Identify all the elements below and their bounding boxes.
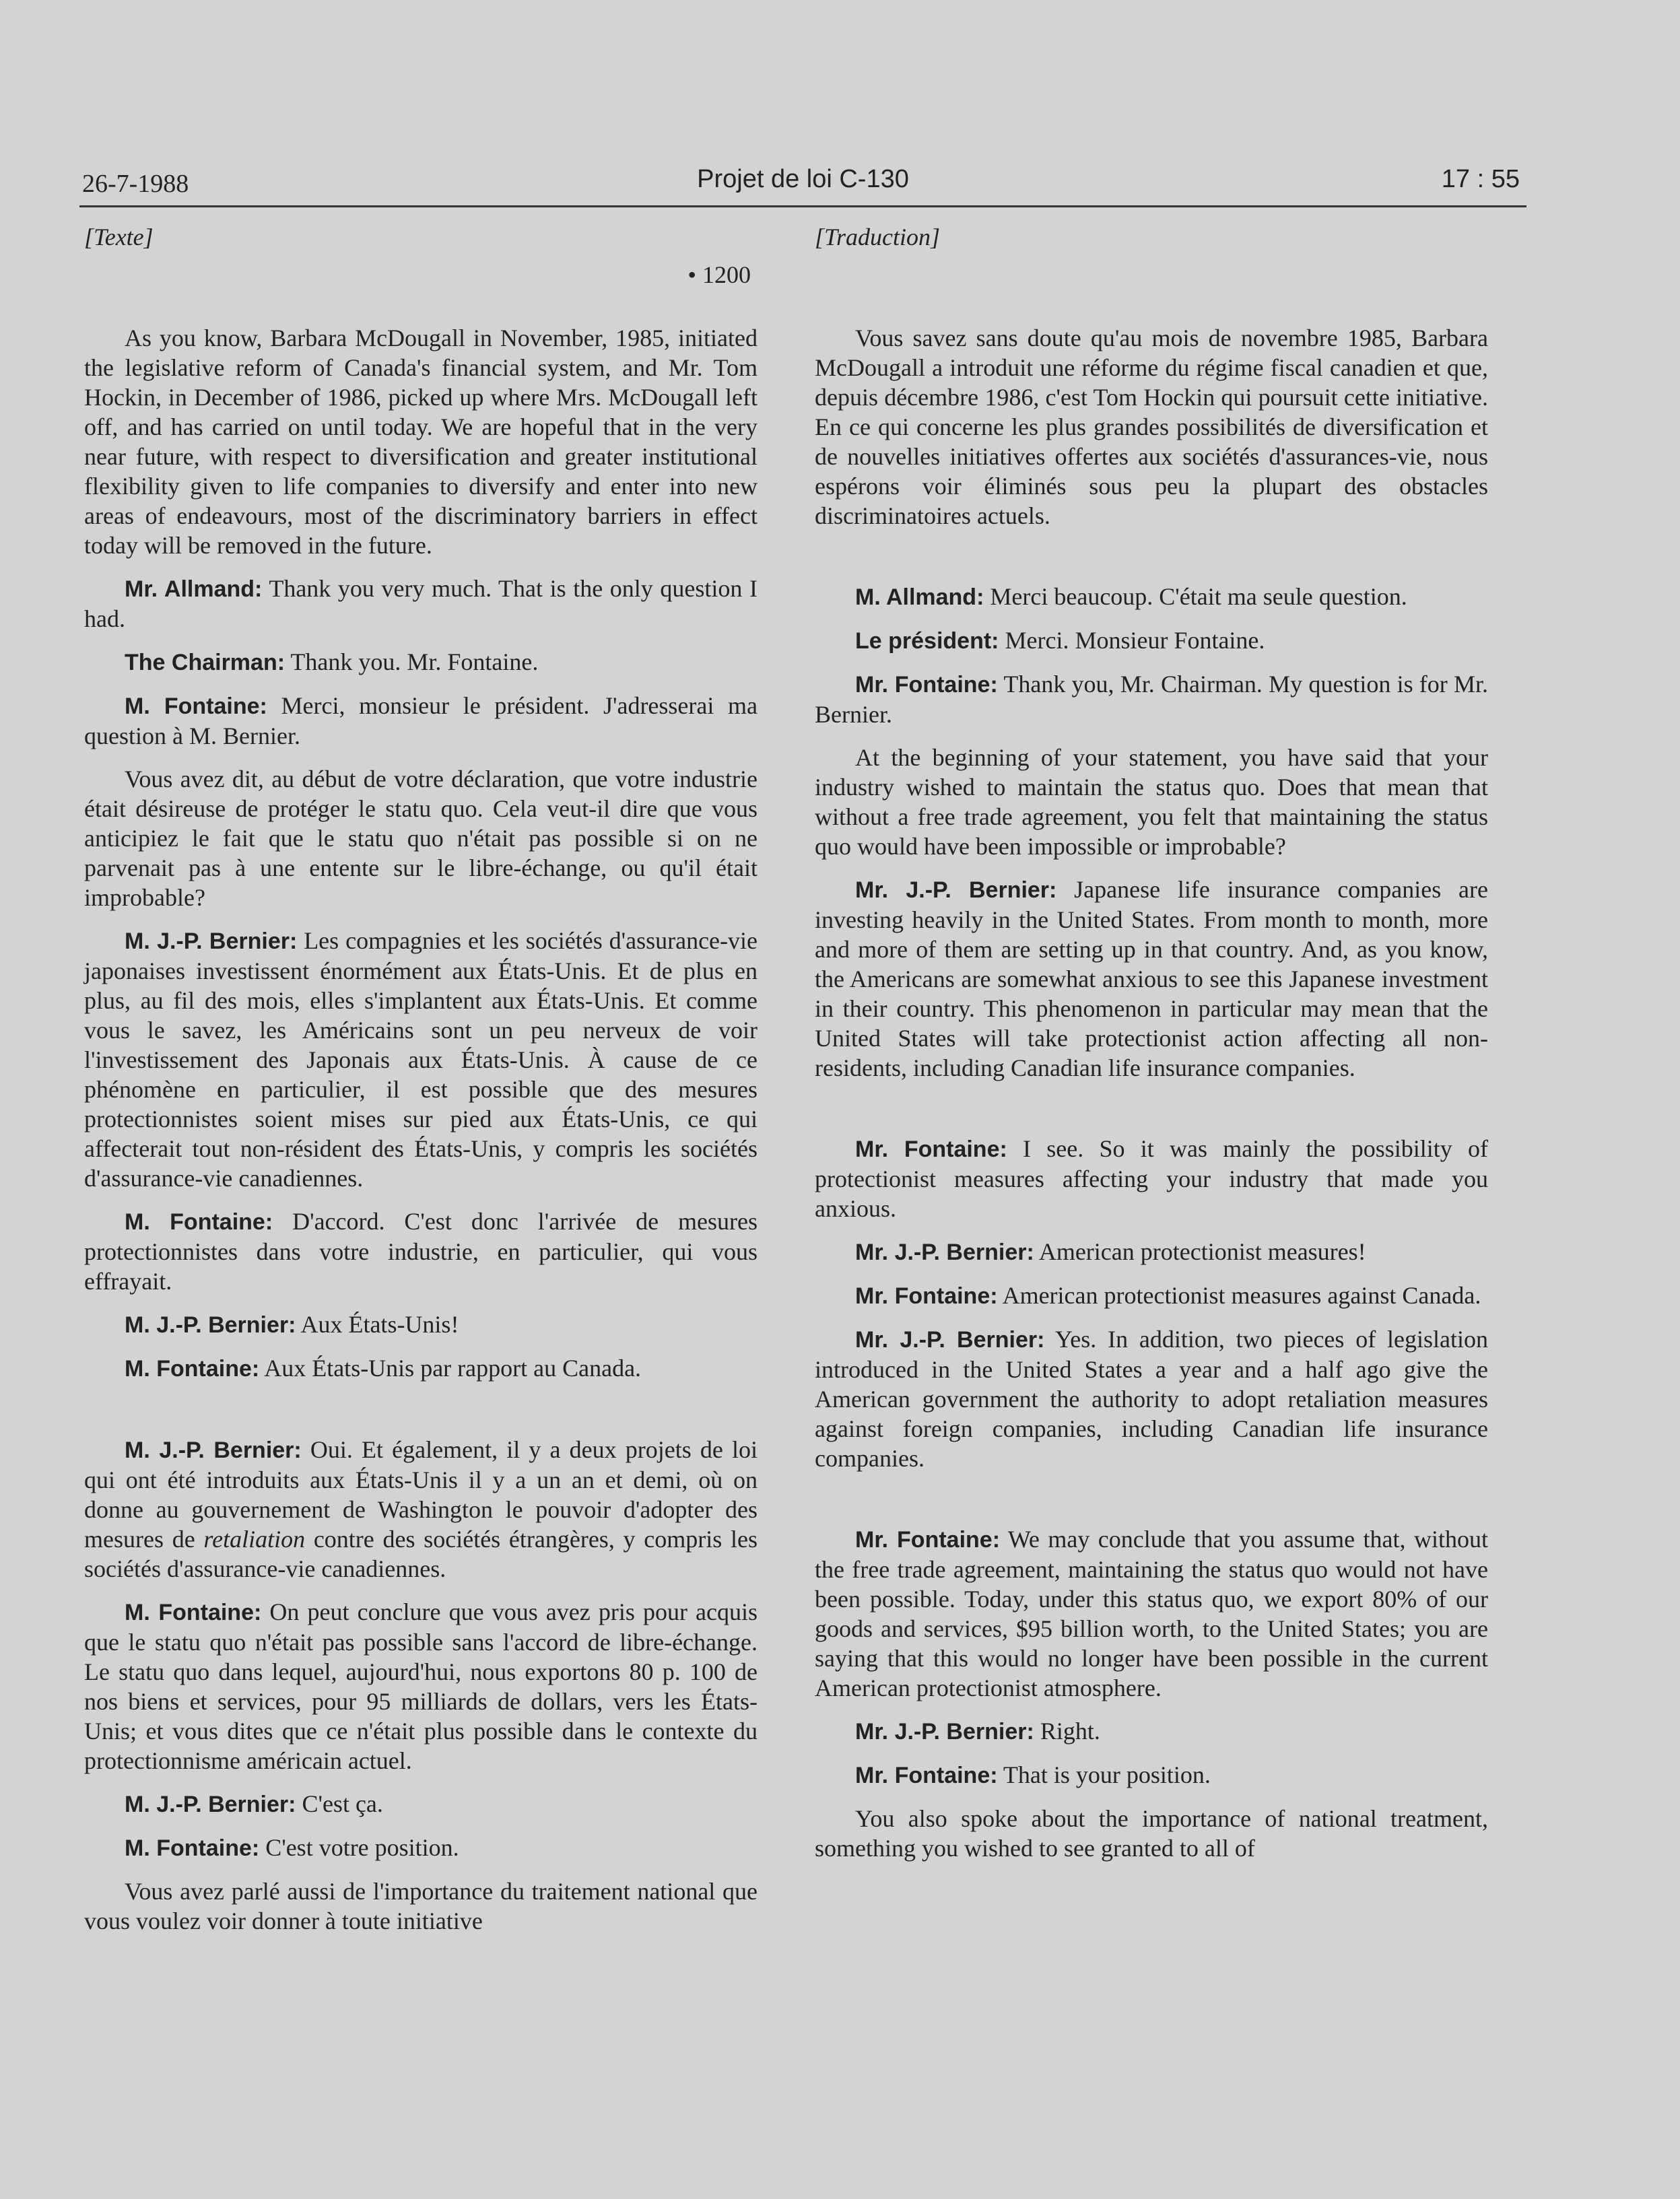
paragraph: As you know, Barbara McDougall in November, 1985, initiated the legislative reform of Canada's financial system, and Mr. Tom Hockin, in December of 1986, picked up where Mrs. McDougall left off, and has carried on until today. We are hopeful that in the very near future, with respect to diversification and greater institutional flexibility given to life companies to diversify and enter into new areas of endeavours, most of the discriminatory barriers in effect today will be removed in the future. — [84, 325, 758, 559]
paragraph — [815, 1716, 1488, 1747]
paragraph — [84, 1597, 758, 1775]
speech-text: We may conclude that you assume that, without the free trade agreement, maintaining the status quo would not have been possible. Today, under this status quo, we export 80% of our goods and services, $95 billion worth, to the United States; you are saying that this would no longer have been possible in the current American protectionist atmosphere. — [815, 1526, 1488, 1701]
speaker-name: Mr. J.-P. Bernier: — [855, 1719, 1034, 1745]
paragraph — [84, 1789, 758, 1819]
speaker-name: Le président: — [855, 628, 999, 654]
header-title: Projet de loi C-130 — [697, 165, 909, 193]
speech-text: I see. So it was mainly the possibility of protectionist measures affecting your industry that made you anxious. — [815, 1135, 1488, 1222]
paragraph — [815, 1281, 1488, 1311]
speaker-name: M. Fontaine: — [125, 1600, 262, 1625]
header-page-ref: 17 : 55 — [1441, 165, 1520, 193]
speech-text: Aux États-Unis par rapport au Canada. — [259, 1355, 642, 1382]
paragraph: Vous avez parlé aussi de l'importance du traitement national que vous voulez voir donner à toute initiative — [84, 1878, 758, 1934]
paragraph: Vous savez sans doute qu'au mois de novembre 1985, Barbara McDougall a introduit une réforme du régime fiscal canadien et que, depuis décembre 1986, c'est Tom Hockin qui poursuit cette initiative. En ce qui concerne les plus grandes possibilités de diversification et de nouvelles initiatives offertes aux sociétés d'assurances-vie, nous espérons voir éliminés sous peu la plupart des obstacles discriminatoires actuels. — [815, 325, 1488, 529]
speech-text: Yes. In addition, two pieces of legislation introduced in the United States a year and a half ago give the American government the authority to adopt retaliation measures against foreign companies, including Canadian life insurance companies. — [815, 1326, 1488, 1472]
paragraph — [84, 574, 758, 634]
paragraph: You also spoke about the importance of national treatment, something you wished to see granted to all of — [815, 1805, 1488, 1862]
paragraph — [84, 1310, 758, 1340]
speech-text: Merci. Monsieur Fontaine. — [999, 627, 1265, 654]
speech-text: American protectionist measures! — [1034, 1238, 1366, 1265]
speaker-name: Mr. J.-P. Bernier: — [855, 1240, 1034, 1265]
speaker-name: Mr. Fontaine: — [855, 1527, 1001, 1553]
speech-text: Thank you. Mr. Fontaine. — [285, 648, 539, 675]
speaker-name: Mr. Allmand: — [125, 576, 263, 602]
speech-text: Thank you very much. That is the only question I had. — [84, 575, 758, 632]
speech-text: Les compagnies et les sociétés d'assurance-vie japonaises investissent énormément aux États-Unis. Et de plus en plus, au fil des mois, elles s'implantent aux États-Unis. Et comme vous le savez, les Américains sont un peu nerveux de voir l'investissement des Japonais aux États-Unis. À cause de ce phénomène en particulier, il est possible que des mesures protectionnistes soient mises sur pied aux États-Unis, ce qui affecterait tout non-résident des États-Unis, y compris les sociétés d'assurance-vie canadiennes. — [84, 927, 758, 1192]
paragraph — [815, 875, 1488, 1083]
speech-text: Merci beaucoup. C'était ma seule question. — [984, 583, 1407, 610]
speech-text: Oui. Et également, il y a deux projets de loi qui ont été introduits aux États-Unis il y a un an et demi, où on donne au gouvernement de Washington le pouvoir d'adopter des mesures de — [84, 1436, 758, 1553]
speech-text: C'est votre position. — [259, 1834, 459, 1861]
paragraph — [815, 1324, 1488, 1473]
speaker-name: M. J.-P. Bernier: — [125, 1437, 302, 1463]
speaker-name: M. Allmand: — [855, 584, 984, 610]
speaker-name: Mr. J.-P. Bernier: — [855, 877, 1057, 903]
speech-text: Thank you, Mr. Chairman. My question is for Mr. Bernier. — [815, 671, 1489, 728]
speech-text: contre des sociétés étrangères, y compris les sociétés d'assurance-vie canadiennes. — [84, 1526, 758, 1582]
speaker-name: M. Fontaine: — [125, 693, 267, 719]
paragraph — [815, 625, 1488, 656]
speaker-name: M. Fontaine: — [125, 1835, 260, 1861]
paragraph — [84, 926, 758, 1193]
speaker-name: M. J.-P. Bernier: — [125, 1792, 296, 1817]
speaker-name: Mr. Fontaine: — [855, 1763, 998, 1788]
speaker-name: The Chairman: — [125, 650, 285, 675]
speaker-name: Mr. Fontaine: — [855, 1283, 998, 1309]
paragraph — [815, 1524, 1488, 1703]
paragraph — [84, 1353, 758, 1384]
speaker-name: M. Fontaine: — [125, 1356, 260, 1382]
paragraph — [815, 669, 1488, 729]
translation-tag: [Traduction] — [815, 224, 941, 250]
paragraph — [84, 1207, 758, 1296]
paragraph — [815, 582, 1488, 612]
paragraph: At the beginning of your statement, you have said that your industry wished to maintain the status quo. Does that mean that without a free trade agreement, you felt that maintaining the status quo would have been impossible or improbable? — [815, 744, 1488, 860]
speaker-name: M. Fontaine: — [125, 1209, 273, 1235]
paragraph — [84, 691, 758, 751]
header-date: 26-7-1988 — [82, 170, 189, 198]
speech-text: Aux États-Unis! — [296, 1311, 459, 1338]
paragraph — [815, 1237, 1488, 1267]
marker-spacer — [815, 260, 1488, 290]
paragraph — [84, 647, 758, 677]
paragraph — [84, 1435, 758, 1584]
paragraph: Vous avez dit, au début de votre déclaration, que votre industrie était désireuse de protéger le statu quo. Cela veut-il dire que vous anticipiez le fait que le statu quo n'était pas possible si on ne parvenait pas à une entente sur le libre-échange, ou qu'il était improbable? — [84, 766, 758, 911]
left-column — [84, 222, 758, 1949]
speaker-name: Mr. J.-P. Bernier: — [855, 1327, 1045, 1353]
speaker-name: Mr. Fontaine: — [855, 1137, 1007, 1162]
speech-text: American protectionist measures against Canada. — [997, 1282, 1481, 1309]
speaker-name: Mr. Fontaine: — [855, 672, 998, 698]
speech-text: Right. — [1034, 1718, 1100, 1745]
text-tag: [Texte] — [84, 224, 154, 250]
speech-text: D'accord. C'est donc l'arrivée de mesures protectionnistes dans votre industrie, en particulier, qui vous effrayait. — [84, 1208, 758, 1295]
speech-text: Merci, monsieur le président. J'adresserai ma question à M. Bernier. — [84, 692, 758, 749]
speaker-name: M. J.-P. Bernier: — [125, 1312, 296, 1338]
speech-text: That is your position. — [997, 1761, 1211, 1788]
right-column — [815, 222, 1488, 1876]
speech-text: Japanese life insurance companies are investing heavily in the United States. From month to month, more and more of them are setting up in that country. And, as you know, the Americans are somewhat anxious to see this Japanese investment in their country. This phenomenon in particular may mean that the United States will take protectionist action affecting all non-residents, including Canadian life insurance companies. — [815, 876, 1489, 1081]
paragraph — [84, 1833, 758, 1863]
speech-text: On peut conclure que vous avez pris pour acquis que le statu quo n'était pas possible sans l'accord de libre-échange. Le statu quo dans lequel, aujourd'hui, nous exportons 80 p. 100 de nos biens et services, pour 95 milliards de dollars, vers les États-Unis; et vous dites que ce n'était plus possible dans le contexte du protectionnisme américain actuel. — [84, 1598, 758, 1774]
page-header — [79, 165, 1526, 207]
speaker-name: M. J.-P. Bernier: — [125, 928, 298, 954]
time-marker: • 1200 — [687, 261, 751, 288]
speech-text: C'est ça. — [296, 1790, 383, 1817]
paragraph — [815, 1760, 1488, 1790]
paragraph — [815, 1134, 1488, 1223]
italic-term: retaliation — [203, 1526, 306, 1553]
